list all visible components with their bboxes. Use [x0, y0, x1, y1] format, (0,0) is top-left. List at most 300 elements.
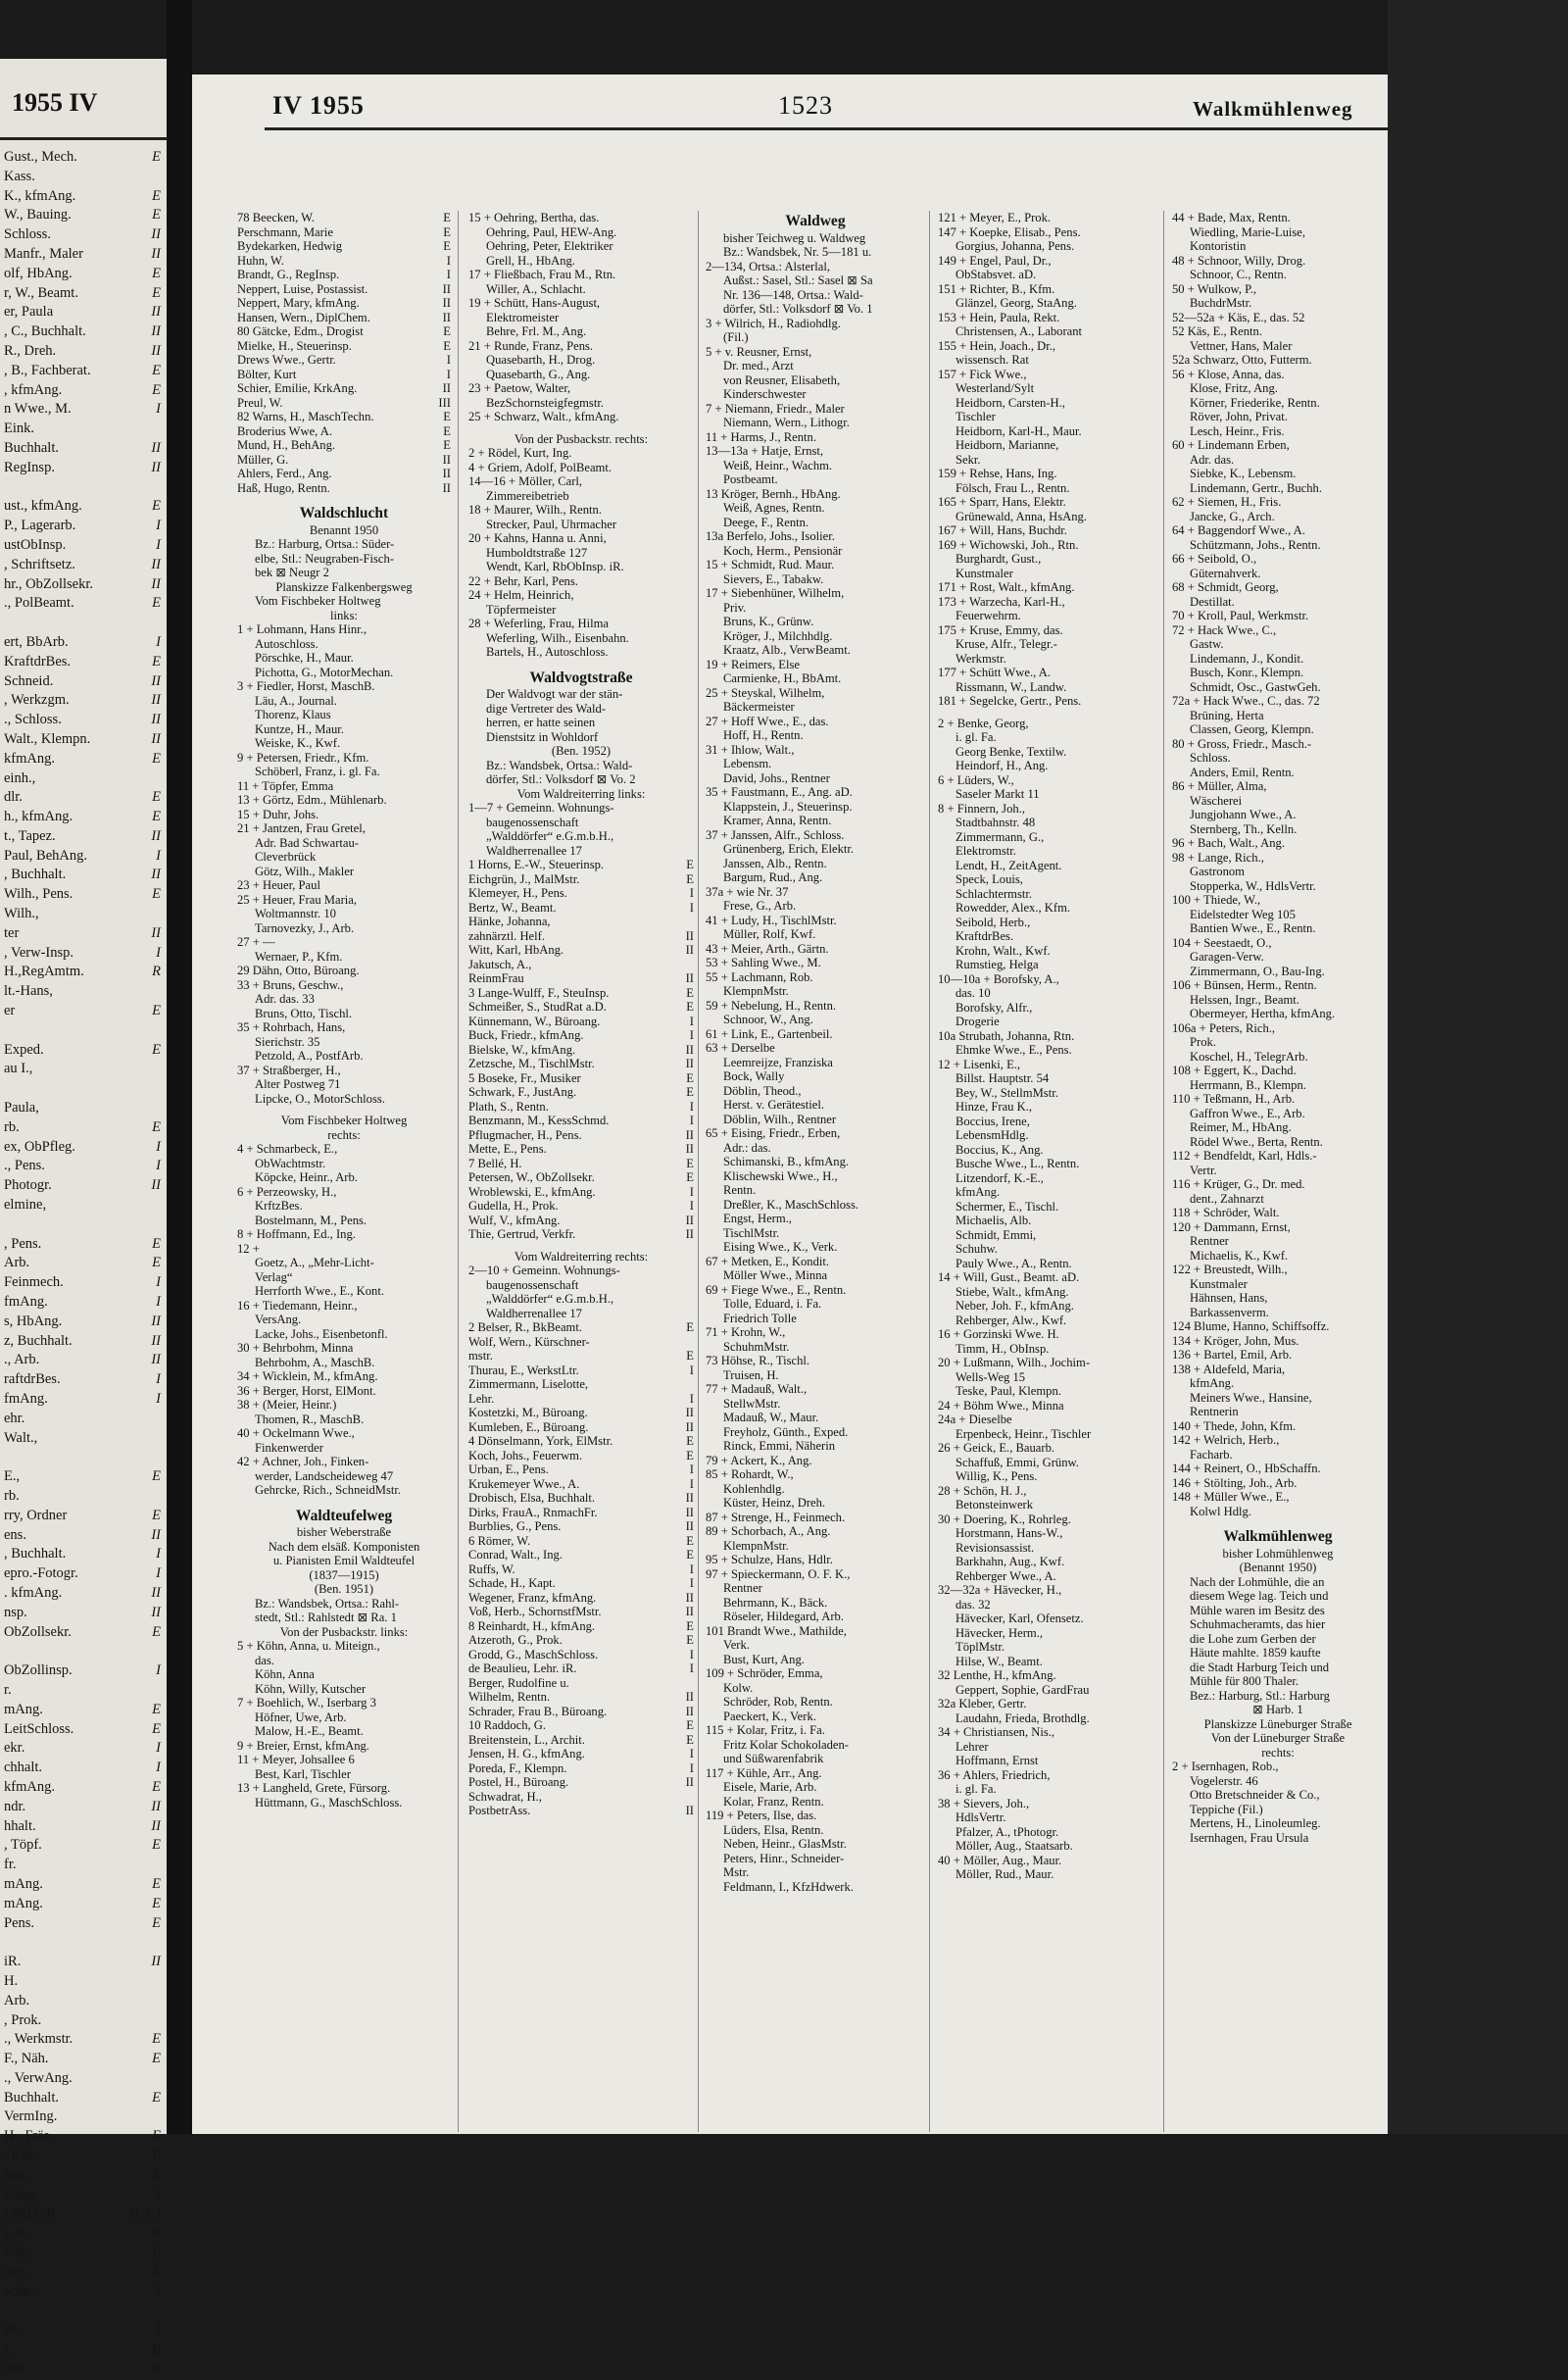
- left-page-line: [0, 2186, 167, 2206]
- left-page-line-text: ex, ObPfleg.: [4, 1138, 75, 1155]
- directory-entry: Bargum, Rud., Ang.: [723, 870, 823, 884]
- street-heading: Waldschlucht: [299, 505, 389, 521]
- directory-entry: 10—10a + Borofsky, A.,: [938, 971, 1059, 986]
- directory-entry: „Walddörfer“ e.G.m.b.H.,: [486, 829, 614, 843]
- left-page-line: [0, 1429, 167, 1449]
- directory-entry: [237, 254, 451, 269]
- directory-entry: Wäscherei: [1190, 793, 1243, 808]
- directory-entry: 12 +: [237, 1241, 260, 1256]
- directory-entry: Bust, Kurt, Ang.: [723, 1652, 805, 1666]
- left-page-line: [0, 284, 167, 304]
- left-page-line-marker: E: [152, 284, 161, 301]
- directory-entry: 104 + Seestaedt, O.,: [1172, 935, 1272, 950]
- left-page-line: [0, 2089, 167, 2108]
- directory-entry: Barkassenverm.: [1190, 1305, 1269, 1319]
- left-page-line-marker: II: [151, 245, 161, 262]
- left-page-line: [0, 1235, 167, 1255]
- directory-entry: Frese, G., Arb.: [723, 899, 797, 913]
- directory-entry: Klappstein, J., Steuerinsp.: [723, 799, 853, 814]
- left-page-line-text: H.,RegAmtm.: [4, 964, 84, 980]
- directory-entry: 85 + Rohardt, W.,: [706, 1467, 794, 1481]
- directory-entry: Bruns, Otto, Tischl.: [255, 1006, 353, 1020]
- left-page-line-marker: II: [151, 827, 161, 844]
- centered-note: Nach dem elsäß. Komponisten: [268, 1539, 420, 1554]
- left-page-line-marker: II: [151, 575, 161, 592]
- left-page-line: [0, 1254, 167, 1273]
- directory-entry: 19 + Schütt, Hans-August,: [468, 296, 601, 310]
- section-spacer: [237, 1498, 451, 1506]
- directory-entry: Heidborn, Marianne,: [956, 438, 1059, 452]
- directory-entry: 50 + Wulkow, P.,: [1172, 281, 1257, 296]
- centered-note: u. Pianisten Emil Waldteufel: [272, 1554, 416, 1567]
- entry-text: Bertz, W., Beamt.: [468, 900, 557, 915]
- directory-entry: Klose, Fritz, Ang.: [1190, 381, 1278, 395]
- directory-entry: Georg Benke, Textilw.: [956, 744, 1067, 759]
- left-page-line: [0, 885, 167, 905]
- directory-entry: Niemann, Wern., Lithogr.: [723, 416, 850, 429]
- directory-entry: [468, 1000, 694, 1015]
- left-page-line-marker: E: [152, 498, 161, 515]
- left-page-line-text: fmAng.: [4, 1391, 48, 1407]
- directory-entry: TöplMstr.: [956, 1640, 1005, 1654]
- left-page-line-marker: E: [152, 595, 161, 612]
- left-page-line-marker: I: [156, 1740, 161, 1757]
- floor-marker: II: [685, 1491, 694, 1505]
- directory-entry: 98 + Lange, Rich.,: [1172, 850, 1264, 865]
- floor-marker: II: [685, 1227, 694, 1241]
- directory-entry: Goetz, A., „Mehr-Licht-: [255, 1256, 374, 1269]
- entry-text: Neppert, Luise, Postassist.: [237, 281, 368, 296]
- directory-entry: Jungjohann Wwe., A.: [1190, 808, 1297, 821]
- left-page-line-text: Paul, BehAng.: [4, 847, 87, 864]
- left-page-line-marker: E: [152, 1255, 161, 1271]
- directory-entry: Hävecker, Herm.,: [956, 1625, 1044, 1640]
- directory-entry: Thorenz, Klaus: [255, 708, 331, 721]
- left-page-line-marker: I: [156, 536, 161, 553]
- directory-entry: Schimanski, B., kfmAng.: [723, 1155, 850, 1168]
- directory-entry: Gastw.: [1190, 637, 1224, 651]
- directory-entry: kfmAng.: [1190, 1376, 1235, 1390]
- directory-entry: Bz.: Harburg, Ortsa.: Süder-: [255, 537, 395, 551]
- directory-entry: [468, 1718, 694, 1733]
- entry-text: Mette, E., Pens.: [468, 1142, 547, 1156]
- directory-entry: [237, 368, 451, 382]
- left-page-line-marker: I: [156, 1274, 161, 1291]
- column-2: [468, 211, 694, 2132]
- entry-text: Jakutsch, A.,: [468, 957, 532, 971]
- directory-entry: wissensch. Rat: [956, 353, 1029, 367]
- left-page-line-marker: II: [151, 1177, 161, 1194]
- directory-entry: 33 + Bruns, Geschw.,: [237, 977, 344, 992]
- left-page-line: [0, 362, 167, 381]
- directory-entry: Engst, Herm.,: [723, 1212, 792, 1225]
- directory-entry: 136 + Bartel, Emil, Arb.: [1172, 1348, 1293, 1362]
- directory-entry: 66 + Seibold, O.,: [1172, 552, 1257, 566]
- street-heading: Waldteufelweg: [295, 1507, 393, 1524]
- left-page-line-marker: E: [152, 2263, 161, 2280]
- directory-entry: 87 + Strenge, H., Feinmech.: [706, 1510, 846, 1524]
- left-page-line-text: Buchhalt.: [4, 439, 59, 456]
- floor-marker: E: [686, 1548, 694, 1562]
- left-page-line-text: Wilh., Pens.: [4, 886, 74, 903]
- directory-entry: Mühle für 800 Thaler.: [1190, 1674, 1298, 1688]
- entry-text: Schwark, F., JustAng.: [468, 1085, 577, 1099]
- street-heading: Waldvogtstraße: [529, 669, 633, 686]
- directory-entry: 106 + Bünsen, Herm., Rentn.: [1172, 978, 1317, 992]
- left-page-line-marker: E: [152, 2128, 161, 2145]
- directory-entry: Koch, Herm., Pensionär: [723, 543, 843, 558]
- directory-entry: Neber, Joh. F., kfmAng.: [956, 1299, 1074, 1313]
- directory-entry: [468, 1157, 694, 1171]
- directory-entry: [468, 1214, 694, 1228]
- directory-entry: [468, 1790, 694, 1805]
- directory-entry: 17 + Siebenhüner, Wilhelm,: [706, 586, 845, 600]
- floor-marker: E: [686, 1633, 694, 1647]
- left-page-line-marker: E: [152, 381, 161, 398]
- directory-entry: [468, 986, 694, 1001]
- directory-entry: i. gl. Fa.: [956, 1782, 997, 1796]
- directory-entry: Zimmereibetrieb: [486, 488, 569, 503]
- entry-text: Brandt, G., RegInsp.: [237, 268, 340, 281]
- left-page-line-marker: E: [152, 1003, 161, 1019]
- directory-entry: 119 + Peters, Ilse, das.: [706, 1809, 817, 1822]
- left-page-line: [0, 2321, 167, 2341]
- directory-entry: 118 + Schröder, Walt.: [1172, 1206, 1280, 1219]
- directory-entry: 8 + Finnern, Joh.,: [938, 801, 1025, 816]
- directory-entry: Garagen-Verw.: [1190, 950, 1264, 964]
- directory-entry: 117 + Kühle, Arr., Ang.: [706, 1765, 822, 1780]
- left-page-line-marker: I: [156, 1760, 161, 1776]
- directory-entry: 5 + v. Reusner, Ernst,: [706, 344, 812, 359]
- floor-marker: I: [689, 1184, 694, 1199]
- entry-text: Grodd, G., MaschSchloss.: [468, 1647, 599, 1661]
- directory-entry: 63 + Derselbe: [706, 1041, 775, 1055]
- centered-note: Vom Fischbeker Holtweg: [280, 1114, 408, 1127]
- left-page-line: [0, 594, 167, 614]
- directory-entry: Lesch, Heinr., Fris.: [1190, 423, 1285, 438]
- floor-marker: I: [689, 1661, 694, 1675]
- left-page-line-marker: I: [156, 2322, 161, 2339]
- directory-entry: [468, 1576, 694, 1591]
- directory-entry: [237, 339, 451, 354]
- floor-marker: II: [685, 971, 694, 985]
- left-page-line-marker: E: [152, 2148, 161, 2164]
- directory-entry: Meiners Wwe., Hansine,: [1190, 1390, 1312, 1405]
- floor-marker: II: [442, 310, 451, 324]
- directory-entry: Teske, Paul, Klempn.: [956, 1384, 1061, 1398]
- left-page-line: [0, 1778, 167, 1798]
- floor-marker: E: [686, 1156, 694, 1170]
- directory-entry: 24 + Böhm Wwe., Minna: [938, 1398, 1064, 1413]
- floor-marker: E: [686, 1618, 694, 1633]
- left-page-line-text: ., PolBeamt.: [4, 595, 74, 612]
- directory-entry: 86 + Müller, Alma,: [1172, 779, 1267, 793]
- left-page-line-marker: I: [145, 2206, 151, 2222]
- left-page-line: [0, 1817, 167, 1837]
- directory-entry: Busche Wwe., L., Rentn.: [956, 1157, 1080, 1170]
- directory-entry: Köhn, Anna: [255, 1667, 315, 1681]
- directory-entry: Bz.: Wandsbek, Ortsa.: Wald-: [486, 758, 633, 772]
- entry-text: Schrader, Frau B., Büroang.: [468, 1704, 608, 1718]
- directory-entry: 32a Kleber, Gertr.: [938, 1697, 1027, 1711]
- directory-entry: [237, 353, 451, 368]
- entry-text: Perschmann, Marie: [237, 224, 333, 239]
- entry-text: Benzmann, M., KessSchmd.: [468, 1114, 610, 1127]
- directory-entry: diesem Wege lag. Teich und: [1190, 1589, 1329, 1603]
- left-page-line-text: olf, HbAng.: [4, 265, 73, 281]
- directory-entry: 13 Kröger, Bernh., HbAng.: [706, 486, 841, 501]
- left-page-line: [0, 711, 167, 730]
- left-page-line: [0, 342, 167, 362]
- directory-entry: Grell, H., HbAng.: [486, 253, 575, 268]
- left-page-line: [0, 1701, 167, 1720]
- directory-entry: 24a + Dieselbe: [938, 1413, 1012, 1426]
- directory-entry: Krohn, Walt., Kwf.: [956, 943, 1051, 958]
- left-page-line-text: au I.,: [4, 1061, 33, 1077]
- left-page-line-marker: II: [151, 2360, 161, 2377]
- directory-entry: 122 + Breustedt, Wilh.,: [1172, 1263, 1288, 1276]
- directory-entry: 59 + Nebelung, H., Rentn.: [706, 998, 837, 1013]
- directory-entry: Elektromstr.: [956, 844, 1016, 858]
- directory-entry: Behrmann, K., Bäck.: [723, 1595, 828, 1610]
- directory-entry: Stopperka, W., HdlsVertr.: [1190, 878, 1316, 893]
- left-page-line: [0, 1060, 167, 1079]
- directory-entry: das.: [255, 1653, 274, 1667]
- directory-entry: Boccius, K., Ang.: [956, 1142, 1044, 1157]
- directory-entry: 67 + Metken, E., Kondit.: [706, 1254, 830, 1268]
- directory-entry: [468, 858, 694, 872]
- directory-entry: 112 + Bendfeldt, Karl, Hdls.-: [1172, 1149, 1317, 1163]
- column-3: [706, 211, 925, 2132]
- directory-entry: 177 + Schütt Wwe., A.: [938, 666, 1051, 679]
- directory-entry: [468, 1519, 694, 1534]
- entry-text: Ahlers, Ferd., Ang.: [237, 467, 332, 480]
- left-page-line: [0, 1487, 167, 1507]
- directory-entry: 97 + Spieckermann, O. F. K.,: [706, 1566, 851, 1581]
- directory-entry: 64 + Baggendorf Wwe., A.: [1172, 523, 1305, 537]
- left-page-line: [0, 536, 167, 556]
- directory-entry: [468, 1227, 694, 1242]
- directory-entry: stedt, Stl.: Rahlstedt ⊠ Ra. 1: [255, 1611, 397, 1624]
- left-page-line: [0, 1856, 167, 1875]
- left-page-line: [0, 750, 167, 769]
- entry-text: Poreda, F., Klempn.: [468, 1760, 567, 1775]
- left-page-line-text: nsp.: [4, 2166, 27, 2183]
- directory-entry: Mstr.: [723, 1865, 750, 1879]
- directory-entry: 60 + Lindemann Erben,: [1172, 438, 1290, 452]
- left-page-line-marker: E: [152, 1041, 161, 1058]
- directory-entry: Michaelis, Alb.: [956, 1214, 1032, 1227]
- left-page-line: [0, 1507, 167, 1526]
- directory-entry: Herrmann, B., Klempn.: [1190, 1077, 1306, 1092]
- directory-entry: Kolar, Franz, Rentn.: [723, 1794, 824, 1809]
- directory-entry: Quasebarth, G., Ang.: [486, 367, 591, 381]
- directory-entry: Drogerie: [956, 1015, 1000, 1028]
- directory-entry: [237, 410, 451, 424]
- directory-entry: Bey, W., StellmMstr.: [956, 1085, 1058, 1100]
- section-spacer: [237, 495, 451, 503]
- directory-entry: 138 + Aldefeld, Maria,: [1172, 1362, 1286, 1376]
- left-page-line: [0, 517, 167, 536]
- left-page-line-text: echn.: [4, 2283, 34, 2300]
- column-divider: [929, 211, 930, 2132]
- directory-entry: Kolw.: [723, 1680, 754, 1695]
- left-page-line: [0, 1313, 167, 1332]
- directory-entry: Dr. med., Arzt: [723, 359, 794, 372]
- directory-entry: [468, 1775, 694, 1790]
- directory-entry: 167 + Will, Hans, Buchdr.: [938, 523, 1067, 537]
- left-page-line: [0, 1759, 167, 1778]
- floor-marker: E: [443, 224, 451, 239]
- directory-entry: KlempnMstr.: [723, 1538, 789, 1553]
- directory-entry: 165 + Sparr, Hans, Elektr.: [938, 495, 1066, 509]
- directory-entry: [468, 1648, 694, 1662]
- directory-entry: Weiske, K., Kwf.: [255, 736, 341, 750]
- left-page-line-marker: II: [151, 1526, 161, 1543]
- book-gutter: [167, 0, 192, 2134]
- column-divider: [458, 211, 459, 2132]
- directory-entry: Vom Fischbeker Holtweg: [255, 594, 381, 608]
- directory-entry: Bäckermeister: [723, 700, 795, 714]
- street-heading: Waldweg: [785, 213, 846, 229]
- directory-entry: bek ⊠ Neugr 2: [255, 566, 329, 579]
- directory-entry: Christensen, A., Laborant: [956, 324, 1083, 338]
- directory-entry: 27 + Hoff Wwe., E., das.: [706, 714, 829, 728]
- entry-text: Mund, H., BehAng.: [237, 438, 336, 452]
- entry-text: Zimmermann, Liselotte,: [468, 1377, 589, 1391]
- directory-entry: Lehrer: [956, 1739, 989, 1754]
- centered-note: (1837—1915): [309, 1567, 379, 1582]
- directory-entry: 120 + Dammann, Ernst,: [1172, 1219, 1291, 1234]
- directory-entry: 134 + Kröger, John, Mus.: [1172, 1333, 1299, 1348]
- floor-marker: I: [689, 1562, 694, 1576]
- left-page-line-marker: E: [152, 1507, 161, 1523]
- directory-entry: Nr. 136—148, Ortsa.: Wald-: [723, 287, 863, 302]
- left-page-line-marker: E: [152, 1235, 161, 1252]
- entry-text: Künnemann, W., Büroang.: [468, 1014, 601, 1028]
- directory-entry: 181 + Segelcke, Gertr., Pens.: [938, 694, 1082, 708]
- left-page-line-marker: I: [156, 2186, 161, 2203]
- directory-entry: [468, 1377, 694, 1392]
- directory-entry: Adr.: das.: [723, 1140, 771, 1155]
- directory-entry: 32—32a + Hävecker, H.,: [938, 1583, 1062, 1597]
- directory-entry: Pfalzer, A., tPhotogr.: [956, 1824, 1059, 1839]
- left-page-line: [0, 1041, 167, 1061]
- directory-entry: 173 + Warzecha, Karl-H.,: [938, 594, 1065, 609]
- left-page-line-marker: E: [152, 2166, 161, 2183]
- left-page-line-marker: II: [151, 342, 161, 359]
- left-page-line: [0, 303, 167, 322]
- directory-entry: 110 + Teßmann, H., Arb.: [1172, 1092, 1296, 1106]
- directory-entry: 13 + Langheld, Grete, Fürsorg.: [237, 1781, 391, 1795]
- directory-entry: 29 Dähn, Otto, Büroang.: [237, 964, 360, 977]
- directory-entry: [468, 1477, 694, 1492]
- left-page-line: [0, 459, 167, 478]
- left-page-line-marker: E: [152, 750, 161, 767]
- floor-marker: E: [686, 1000, 694, 1014]
- centered-note: Planskizze Lüneburger Straße: [1203, 1716, 1352, 1731]
- floor-marker: E: [686, 871, 694, 886]
- header-rule: [265, 127, 1388, 130]
- left-page-line: [0, 420, 167, 439]
- left-page-line-text: Arb.: [4, 1255, 30, 1271]
- directory-entry: 13a Berfelo, Johs., Isolier.: [706, 529, 835, 543]
- left-page-line-text: LeitSchloss.: [4, 1720, 74, 1737]
- floor-marker: II: [442, 296, 451, 310]
- floor-marker: II: [685, 1142, 694, 1156]
- directory-entry: Sternberg, Th., Kelln.: [1190, 821, 1298, 836]
- directory-entry: Zimmermann, G.,: [956, 829, 1045, 844]
- directory-entry: Helssen, Ingr., Beamt.: [1190, 992, 1299, 1007]
- directory-entry: Stiebe, Walt., kfmAng.: [956, 1284, 1069, 1299]
- directory-entry: [468, 1463, 694, 1477]
- directory-entry: Madauß, W., Maur.: [723, 1411, 819, 1424]
- directory-entry: 73 Höhse, R., Tischl.: [706, 1354, 810, 1367]
- floor-marker: I: [689, 1747, 694, 1760]
- directory-entry: 80 + Gross, Friedr., Masch.-: [1172, 736, 1312, 751]
- directory-entry: Saseler Markt 11: [956, 787, 1040, 801]
- left-page-line-text: iR.: [4, 1954, 22, 1970]
- left-page-line: [0, 1604, 167, 1623]
- left-page-line-text: E.,: [4, 1468, 21, 1485]
- floor-marker: E: [443, 338, 451, 353]
- directory-entry: Wernaer, P., Kfm.: [255, 949, 343, 964]
- directory-entry: 15 + Duhr, Johs.: [237, 807, 319, 821]
- directory-entry: das. 32: [956, 1597, 991, 1611]
- directory-entry: 11 + Harms, J., Rentn.: [706, 429, 816, 444]
- entry-text: mstr.: [468, 1349, 493, 1363]
- left-page-line-marker: E: [152, 1118, 161, 1135]
- directory-entry: Fritz Kolar Schokoladen-: [723, 1737, 850, 1752]
- left-page-line: [0, 769, 167, 789]
- directory-entry: 37a + wie Nr. 37: [706, 884, 789, 899]
- directory-entry: [468, 1085, 694, 1100]
- directory-entry: Lipcke, O., MotorSchloss.: [255, 1091, 385, 1106]
- left-page-line-text: Schloss.: [4, 226, 51, 243]
- right-background: [1388, 0, 1568, 2134]
- directory-entry: Höfner, Uwe, Arb.: [255, 1710, 347, 1724]
- directory-entry: 34 + Christiansen, Nis.,: [938, 1725, 1055, 1739]
- directory-entry: 106a + Peters, Rich.,: [1172, 1020, 1276, 1035]
- left-page-line: [0, 2069, 167, 2089]
- directory-entry: 169 + Wichowski, Joh., Rtn.: [938, 537, 1079, 552]
- left-page-line-text: Walt.,: [4, 1429, 38, 1446]
- left-page-header: 1955 IV: [12, 88, 98, 117]
- left-page-line-text: , Kfm.: [4, 2148, 41, 2164]
- directory-entry: 14 + Will, Gust., Beamt. aD.: [938, 1270, 1080, 1284]
- floor-marker: E: [686, 1533, 694, 1548]
- left-page-line-text: . kfmAng.: [4, 1584, 63, 1601]
- directory-entry: Gastronom: [1190, 865, 1245, 878]
- directory-entry: Dreßler, K., MaschSchloss.: [723, 1197, 859, 1212]
- directory-entry: Finkenwerder: [255, 1440, 323, 1455]
- directory-entry: 62 + Siemen, H., Fris.: [1172, 495, 1282, 509]
- directory-entry: 6 + Lüders, W.,: [938, 772, 1014, 787]
- entry-text: Conrad, Walt., Ing.: [468, 1548, 563, 1562]
- directory-entry: KlempnMstr.: [723, 984, 789, 998]
- directory-entry: 151 + Richter, B., Kfm.: [938, 281, 1055, 296]
- left-page-line-marker: I: [156, 1546, 161, 1562]
- directory-entry: dent., Zahnarzt: [1190, 1191, 1264, 1206]
- floor-marker: II: [685, 1804, 694, 1817]
- left-page-line: [0, 1681, 167, 1701]
- left-page-line: [0, 1564, 167, 1584]
- directory-entry: [468, 1534, 694, 1549]
- directory-entry: 48 + Schnoor, Willy, Drog.: [1172, 253, 1306, 268]
- floor-marker: II: [685, 1127, 694, 1142]
- directory-entry: Glänzel, Georg, StaAng.: [956, 296, 1077, 310]
- left-page-line-text: er, Paula: [4, 304, 54, 321]
